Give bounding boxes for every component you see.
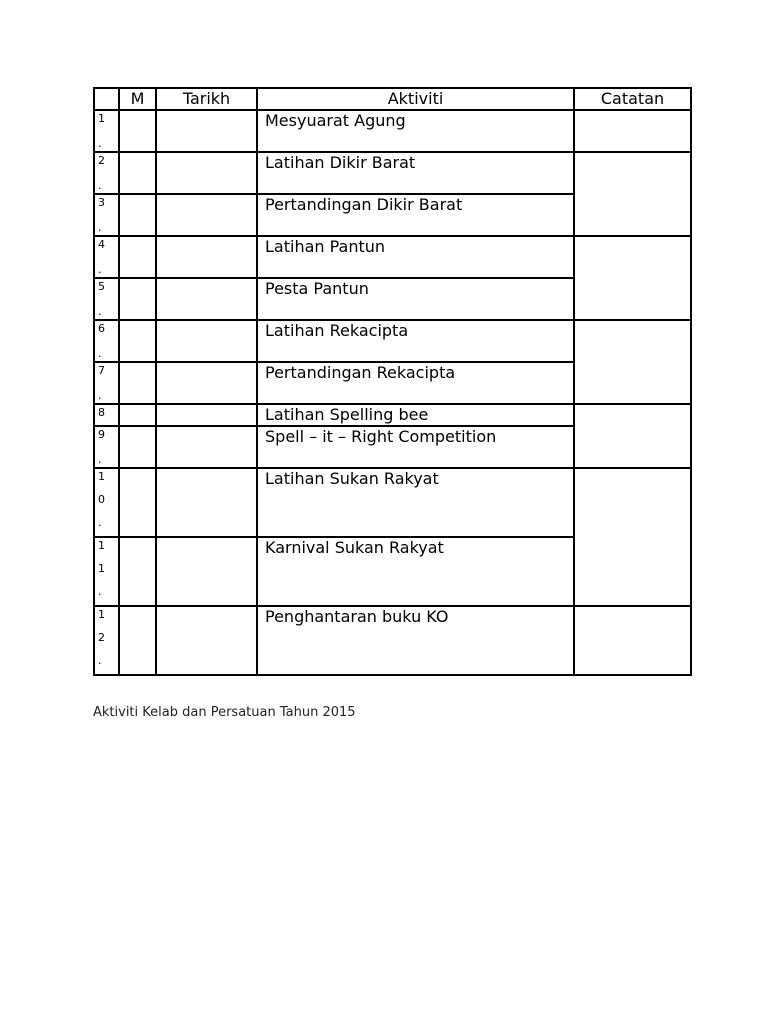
row-number: 3 . <box>94 194 119 236</box>
activity-cell: Pertandingan Rekacipta <box>257 362 574 404</box>
catatan-cell <box>574 320 691 404</box>
tarikh-cell <box>156 468 257 537</box>
catatan-cell <box>574 236 691 320</box>
activity-table <box>93 87 692 676</box>
activity-cell: Pesta Pantun <box>257 278 574 320</box>
row-number: 1 1 . <box>94 537 119 606</box>
catatan-cell <box>574 606 691 675</box>
activity-cell: Karnival Sukan Rakyat <box>257 537 574 606</box>
activity-cell: Mesyuarat Agung <box>257 110 574 152</box>
tarikh-cell <box>156 606 257 675</box>
table-row <box>94 404 691 426</box>
tarikh-cell <box>156 537 257 606</box>
activity-cell: Penghantaran buku KO <box>257 606 574 675</box>
m-cell <box>119 320 156 362</box>
catatan-cell <box>574 110 691 152</box>
row-number: 5 . <box>94 278 119 320</box>
table-row <box>94 110 691 152</box>
table-row <box>94 152 691 194</box>
table-row <box>94 468 691 537</box>
m-cell <box>119 110 156 152</box>
m-cell <box>119 426 156 468</box>
catatan-cell <box>574 152 691 236</box>
catatan-cell <box>574 404 691 468</box>
header-catatan: Catatan <box>574 88 691 110</box>
header-aktiviti: Aktiviti <box>257 88 574 110</box>
activity-cell: Latihan Dikir Barat <box>257 152 574 194</box>
m-cell <box>119 278 156 320</box>
tarikh-cell <box>156 362 257 404</box>
activity-cell: Latihan Pantun <box>257 236 574 278</box>
catatan-cell <box>574 468 691 606</box>
header-no <box>94 88 119 110</box>
row-number: 9 . <box>94 426 119 468</box>
table-row <box>94 236 691 278</box>
m-cell <box>119 468 156 537</box>
tarikh-cell <box>156 236 257 278</box>
m-cell <box>119 194 156 236</box>
activity-cell: Latihan Rekacipta <box>257 320 574 362</box>
m-cell <box>119 606 156 675</box>
header-m: M <box>119 88 156 110</box>
table-row <box>94 320 691 362</box>
row-number: 1 0 . <box>94 468 119 537</box>
m-cell <box>119 537 156 606</box>
tarikh-cell <box>156 320 257 362</box>
row-number: 7 . <box>94 362 119 404</box>
m-cell <box>119 362 156 404</box>
row-number: 1 2 . <box>94 606 119 675</box>
activity-cell: Pertandingan Dikir Barat <box>257 194 574 236</box>
row-number: 8 <box>94 404 119 426</box>
row-number: 4 . <box>94 236 119 278</box>
header-tarikh: Tarikh <box>156 88 257 110</box>
row-number: 1 . <box>94 110 119 152</box>
tarikh-cell <box>156 152 257 194</box>
table-caption: Aktiviti Kelab dan Persatuan Tahun 2015 <box>93 705 356 720</box>
table-header-row <box>94 88 691 110</box>
tarikh-cell <box>156 194 257 236</box>
tarikh-cell <box>156 404 257 426</box>
activity-cell: Latihan Sukan Rakyat <box>257 468 574 537</box>
activity-cell: Latihan Spelling bee <box>257 404 574 426</box>
m-cell <box>119 236 156 278</box>
table-row <box>94 606 691 675</box>
tarikh-cell <box>156 110 257 152</box>
activity-cell: Spell – it – Right Competition <box>257 426 574 468</box>
row-number: 6 . <box>94 320 119 362</box>
row-number: 2 . <box>94 152 119 194</box>
tarikh-cell <box>156 426 257 468</box>
m-cell <box>119 404 156 426</box>
tarikh-cell <box>156 278 257 320</box>
m-cell <box>119 152 156 194</box>
